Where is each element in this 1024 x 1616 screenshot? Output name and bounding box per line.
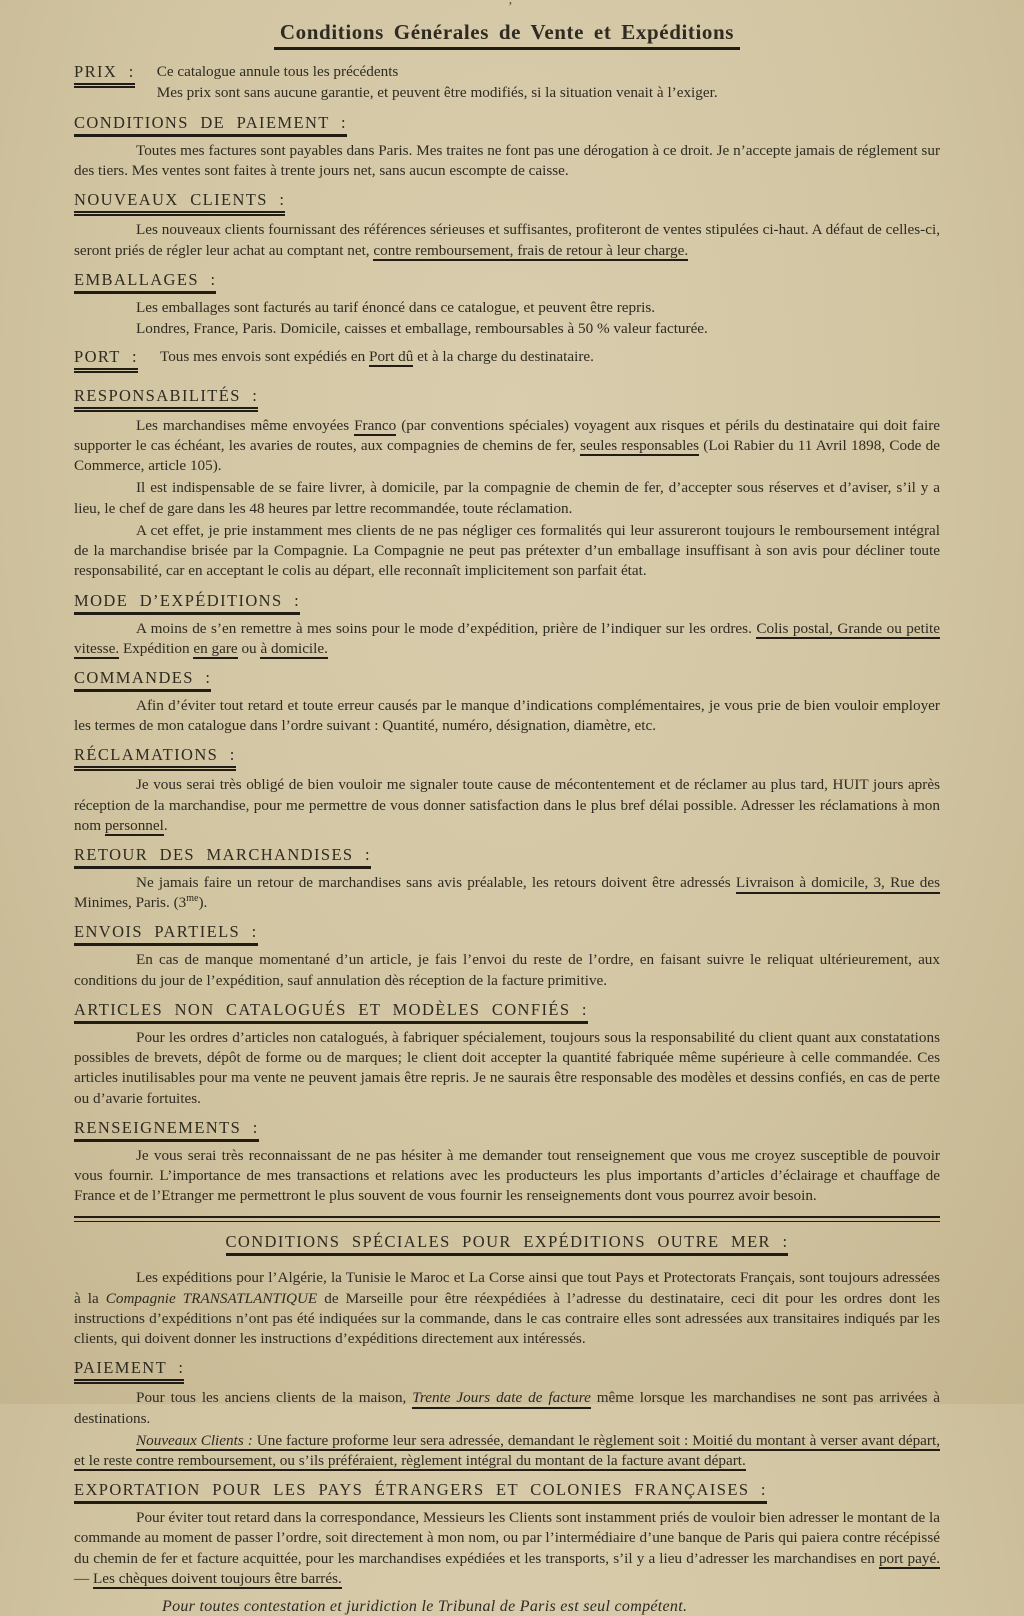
section-heading-emballages: EMBALLAGES :: [74, 270, 216, 294]
section-heading-retour-marchandises: RETOUR DES MARCHANDISES :: [74, 845, 371, 869]
paragraph: A moins de s’en remettre à mes soins pour le mode d’expédition, prière de l’indiquer sur les ordres. Colis postal, Grande ou petite vitesse. Expédition en gare ou à domicile.: [74, 619, 940, 659]
section-heading-nouveaux-clients: NOUVEAUX CLIENTS :: [74, 190, 285, 216]
section-heading-port: PORT :: [74, 347, 138, 373]
paragraph: Il est indispensable de se faire livrer, à domicile, par la compagnie de chemin de fer, d’accepter sous réserves et d’aviser, s’il y a lieu, le chef de gare dans les 48 heures par lettre recommandée, toute réclamation.: [74, 479, 940, 517]
paragraph: Ne jamais faire un retour de marchandises sans avis préalable, les retours doivent être adressés Livraison à domicile, 3, Rue des Minimes, Paris. $(3^{me})$.: [74, 874, 940, 912]
paragraph: Afin d’éviter tout retard et toute erreur causés par le manque d’indications complémentaires, je vous prie de bien vouloir employer les termes de mon catalogue dans l’ordre suivant : Quantité, numéro, désignation, diamètre, etc.: [74, 696, 940, 735]
section-exportation: [74, 1478, 940, 1589]
section-heading-conditions-paiement: CONDITIONS DE PAIEMENT :: [74, 113, 347, 137]
section-heading-envois-partiels: ENVOIS PARTIELS :: [74, 922, 258, 946]
section-reclamations: [74, 743, 940, 836]
paper-artifact-mark: ’: [508, 0, 513, 15]
section-heading-renseignements: RENSEIGNEMENTS :: [74, 1118, 259, 1142]
section-nouveaux-clients: [74, 188, 940, 260]
section-prix: [74, 62, 940, 104]
paragraph: Les emballages sont facturés au tarif énoncé dans ce catalogue, et peuvent être repris.: [136, 298, 656, 316]
section-articles-non-catalogues: [74, 998, 940, 1109]
section-heading-responsabilites: RESPONSABILITÉS :: [74, 386, 258, 412]
paragraph: Ce catalogue annule tous les précédents: [156, 63, 399, 80]
paragraph: Pour les ordres d’articles non catalogués, à fabriquer spécialement, toujours sous la responsabilité du client quant aux constatations possibles de brevets, dépôt de forme ou de marques; le client doit accepter la quantité fabriquée même supérieure à celle commandée. Ces articles inutilisables pour ma vente ne peuvent jamais être repris. Je ne saurais être responsable des modèles et dessins confiés, en cas de perte ou d’avarie fortuites.: [74, 1028, 940, 1107]
paragraph: Les nouveaux clients fournissant des références sérieuses et suffisantes, profiteront de ventes stipulées ci-haut. A défaut de celles-ci, seront priés de régler leur achat au comptant net, contre remboursement, frais de retour à leur charge.: [74, 220, 940, 260]
section-heading-commandes: COMMANDES :: [74, 668, 211, 692]
section-retour-marchandises: [74, 843, 940, 913]
paragraph: Tous mes envois sont expédiés en Port dû et à la charge du destinataire.: [138, 347, 940, 368]
section-heading-mode-expeditions: MODE D’EXPÉDITIONS :: [74, 591, 300, 615]
page-title: Conditions Générales de Vente et Expéditions: [274, 20, 740, 50]
jurisdiction-note: Pour toutes contestation et juridiction le Tribunal de Paris est seul compétent.: [162, 1598, 688, 1616]
section-heading-prix: PRIX :: [74, 62, 135, 88]
horizontal-rule: [74, 1216, 940, 1222]
paragraph: Pour éviter tout retard dans la correspondance, Messieurs les Clients sont instamment priés de vouloir bien adresser le montant de la commande au moment de passer l’ordre, soit directement à mon nom, ou par l’intermédiaire d’une banque de Paris qui paiera contre récépissé du chemin de fer et facture acquittée, pour les marchandises expédiées et les transports, s’il y a lieu d’adresser les marchandises en port payé. — Les chèques doivent toujours être barrés.: [74, 1508, 940, 1589]
section-outre-mer: [74, 1230, 940, 1349]
paragraph: Les marchandises même envoyées Franco (par conventions spéciales) voyagent aux risques et périls du destinataire qui doit faire supporter le cas échéant, les avaries de routes, aux compagnies de chemins de fer, seules responsables (Loi Rabier du 11 Avril 1898, Code de Commerce, article 105).: [74, 416, 940, 475]
section-heading-exportation: EXPORTATION POUR LES PAYS ÉTRANGERS ET COLONIES FRANÇAISES :: [74, 1480, 767, 1504]
section-body-prix: [135, 62, 940, 104]
section-emballages: [74, 268, 940, 340]
section-heading-outre-mer: CONDITIONS SPÉCIALES POUR EXPÉDITIONS OUTRE MER :: [226, 1232, 789, 1256]
paragraph: Je vous serai très reconnaissant de ne pas hésiter à me demander tout renseignement que vous me croyez susceptible de pouvoir vous fournir. L’importance de mes transactions et relations avec les producteurs les plus importants d’articles d’éclairage et chauffage de France et de l’Etranger me permettront le plus souvent de vous fournir les renseignements dont vous pourrez avoir besoin.: [74, 1146, 940, 1205]
paragraph: Londres, France, Paris. Domicile, caisses et emballage, remboursables à 50 % valeur facturée.: [136, 319, 708, 337]
paragraph: En cas de manque momentané d’un article, je fais l’envoi du reste de l’ordre, en faisant suivre le reliquat ultérieurement, aux conditions du jour de l’expédition, sauf annulation dès réception de la facture primitive.: [74, 951, 940, 989]
section-port: [74, 347, 940, 377]
paragraph: Mes prix sont sans aucune garantie, et peuvent être modifiés, si la situation venait à l’exiger.: [156, 83, 718, 101]
section-conditions-paiement: [74, 111, 940, 181]
paragraph: Je vous serai très obligé de bien vouloir me signaler toute cause de mécontentement et de réclamer au plus tard, HUIT jours après réception de la marchandise, pour me permettre de vous donner satisfaction dans le plus bref délai possible. Adresser les réclamations à mon nom personnel.: [74, 775, 940, 836]
section-paiement: [74, 1356, 940, 1471]
section-renseignements: [74, 1116, 940, 1207]
section-heading-paiement: PAIEMENT :: [74, 1358, 184, 1384]
paragraph: Pour tous les anciens clients de la maison, Trente Jours date de facture même lorsque les marchandises ne sont pas arrivées à destinations.: [74, 1389, 941, 1427]
section-heading-articles-non-catalogues: ARTICLES NON CATALOGUÉS ET MODÈLES CONFIÉS :: [74, 1000, 588, 1024]
section-commandes: [74, 666, 940, 736]
paragraph: Les expéditions pour l’Algérie, la Tunisie le Maroc et La Corse ainsi que tout Pays et Protectorats Français, sont toujours adressées à la Compagnie TRANSATLANTIQUE de Marseille pour être réexpédiées à l’adresse du destinataire, ceci dit pour les ordres dont les instructions d’expéditions n’ont pas été indiquées sur la commande, dans le cas contraire elles sont adressées aux transitaires indiqués par les clients, qui doivent donner les instructions d’expéditions directement aux intéressés.: [74, 1269, 941, 1348]
paragraph: Nouveaux Clients : Une facture proforme leur sera adressée, demandant le règlement soit : Moitié du montant à verser avant départ, et le reste contre remboursement, ou s’ils préféraient, règlement intégral du montant de la facture avant départ.: [74, 1431, 940, 1471]
section-responsabilites: [74, 384, 940, 582]
paragraph: Toutes mes factures sont payables dans Paris. Mes traites ne font pas une dérogation à ce droit. Je n’accepte jamais de réglement sur des tiers. Mes ventes sont faites à trente jours net, sans aucun escompte de caisse.: [74, 141, 940, 180]
title-row: [74, 20, 940, 50]
paragraph: A cet effet, je prie instamment mes clients de ne pas négliger ces formalités qui leur assureront toujours le remboursement intégral de la marchandise brisée par la Compagnie. La Compagnie ne peut pas prétexter d’un emballage insuffisant à son avis pour décliner toute responsabilité, car en acceptant le colis au départ, elle reconnaît implicitement son parfait état.: [74, 521, 940, 580]
section-heading-reclamations: RÉCLAMATIONS :: [74, 745, 236, 771]
section-mode-expeditions: [74, 589, 940, 659]
section-envois-partiels: [74, 920, 940, 990]
